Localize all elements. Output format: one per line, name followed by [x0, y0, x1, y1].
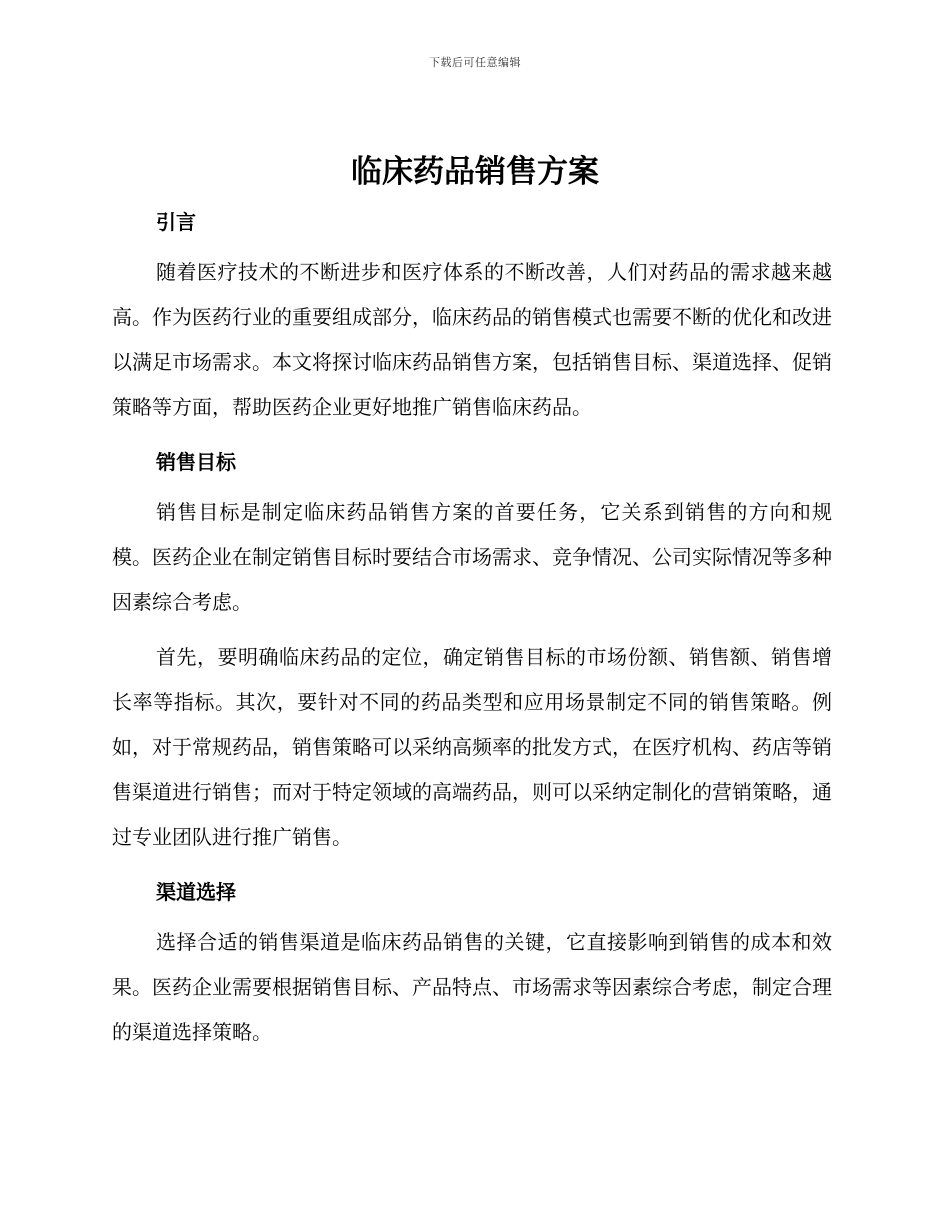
- page-header-note: 下载后可任意编辑: [429, 56, 521, 69]
- document-title: 临床药品销售方案: [351, 154, 599, 190]
- document-body: [112, 200, 832, 1055]
- sales-goals-paragraph-2: 首先，要明确临床药品的定位，确定销售目标的市场份额、销售额、销售增长率等指标。其次，要针对不同的药品类型和应用场景制定不同的销售策略。例如，对于常规药品，销售策略可以采纳高频率的批发方式，在医疗机构、药店等销售渠道进行销售；而对于特定领域的高端药品，则可以采纳定制化的营销策略，通过专业团队进行推广销售。: [112, 645, 832, 849]
- section-heading-intro: 引言: [156, 210, 196, 234]
- section-heading-sales-goals: 销售目标: [156, 450, 236, 474]
- sales-goals-paragraph-1: 销售目标是制定临床药品销售方案的首要任务，它关系到销售的方向和规模。医药企业在制定销售目标时要结合市场需求、竞争情况、公司实际情况等多种因素综合考虑。: [112, 500, 832, 614]
- intro-paragraph: 随着医疗技术的不断进步和医疗体系的不断改善，人们对药品的需求越来越高。作为医药行业的重要组成部分，临床药品的销售模式也需要不断的优化和改进以满足市场需求。本文将探讨临床药品销售方案，包括销售目标、渠道选择、促销策略等方面，帮助医药企业更好地推广销售临床药品。: [112, 260, 832, 419]
- section-heading-channel-selection: 渠道选择: [156, 880, 236, 904]
- channel-selection-paragraph: 选择合适的销售渠道是临床药品销售的关键，它直接影响到销售的成本和效果。医药企业需要根据销售目标、产品特点、市场需求等因素综合考虑，制定合理的渠道选择策略。: [112, 930, 832, 1044]
